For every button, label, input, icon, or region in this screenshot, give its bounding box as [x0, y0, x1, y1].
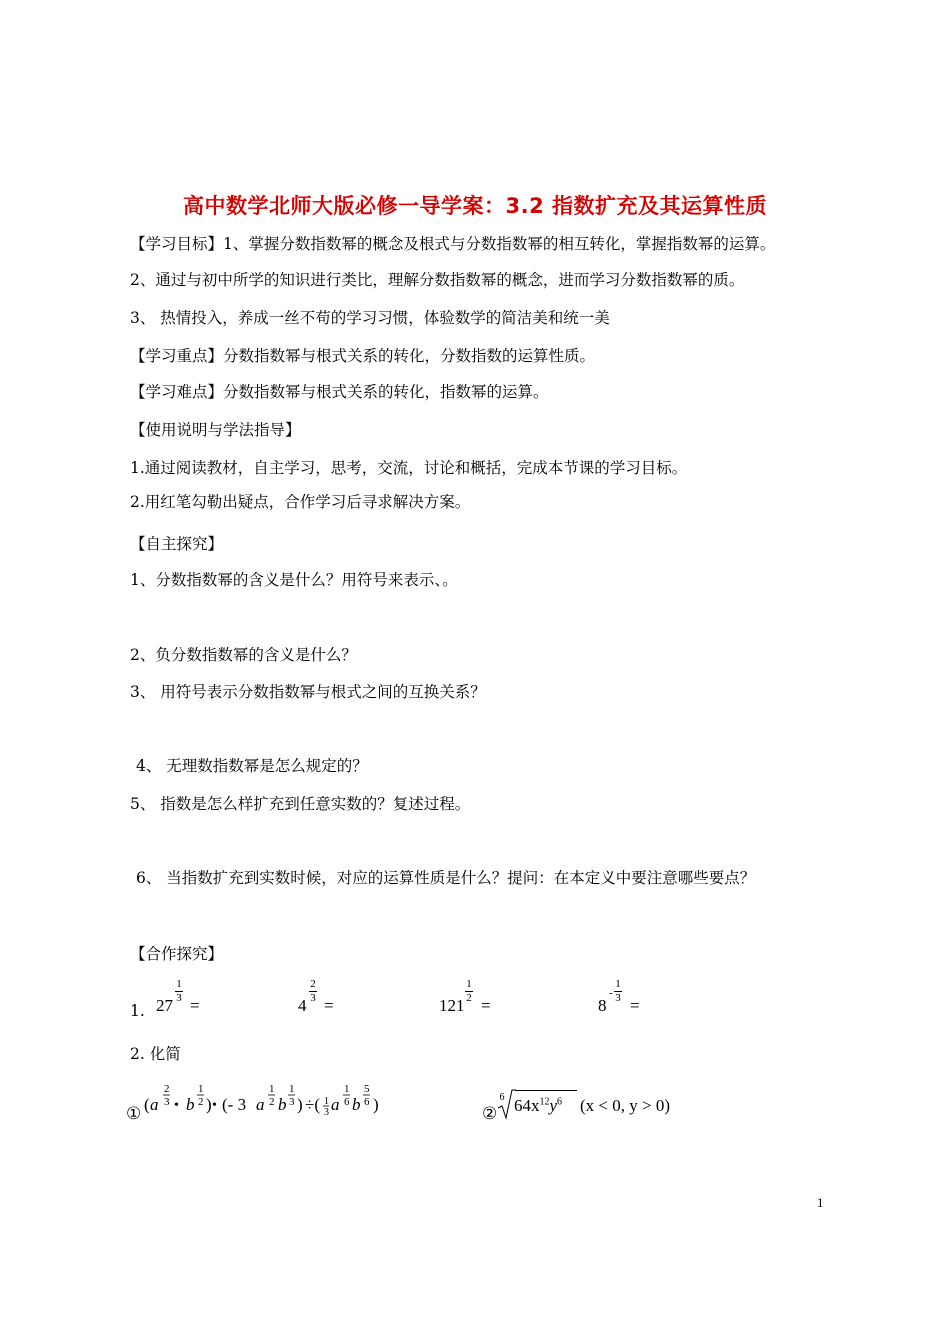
learning-key-point: 【学习重点】分数指数幂与根式关系的转化，分数指数的运算性质。 [130, 347, 596, 365]
question-2: 2、负分数指数幂的含义是什么？ [130, 646, 357, 664]
guide-heading: 【使用说明与学法指导】 [130, 421, 301, 439]
svg-text:(- 3: (- 3 [222, 1095, 247, 1114]
item-2-label: 2. 化简 [130, 1045, 181, 1063]
svg-text:a: a [150, 1095, 159, 1114]
svg-text:•: • [212, 1098, 217, 1113]
question-4: 4、 无理数指数幂是怎么规定的？ [136, 757, 368, 775]
svg-text:): ) [373, 1095, 379, 1114]
svg-text:6: 6 [364, 1096, 370, 1108]
question-3: 3、 用符号表示分数指数幂与根式之间的互换关系？ [130, 683, 486, 701]
svg-text:): ) [297, 1095, 303, 1114]
svg-text:3: 3 [164, 1096, 170, 1108]
circled-two: ② [482, 1104, 498, 1123]
svg-text:(: ( [144, 1095, 150, 1114]
question-6: 6、 当指数扩充到实数时候，对应的运算性质是什么？提问：在本定义中要注意哪些要点？ [136, 869, 756, 887]
svg-text:2: 2 [198, 1096, 204, 1108]
svg-text:5: 5 [364, 1083, 370, 1095]
svg-text:3: 3 [289, 1096, 295, 1108]
self-explore-heading: 【自主探究】 [130, 535, 224, 553]
document-page: 高中数学北师大版必修一导学案：3.2 指数扩充及其运算性质 【学习目标】1、掌握分数指数幂的概念及根式与分数指数幂的相互转化，掌握指数幂的运算。 2、通过与初中所学的知识进行类比，理解分数指数幂的概念，进而学习分数指数幂的质。 3、 热情投入，养成一丝不苟的学习习惯，体验数学的简洁美和统一美 【学习重点】分数指数幂与根式关系的转化，分数指数的运算性质。 【学习难点】分数指数幂与根式关系的转化，指数幂的运算。 【使用说明与学法指导】 1.通过阅读教材，自主学习，思考，交流，讨论和概括，完成本节课的学习目标。 2.用红笔勾勒出疑点，合作学习后寻求解决方案。 【自主探究】 1、分数指数幂的含义是什么？用符号来表示、。 2、负分数指数幂的含义是什么？ 3、 用符号表示分数指数幂与根式之间的互换关系？ 4、 无理数指数幂是怎么规定的？ 5、 指数是怎么样扩充到任意实数的？复述过程。 6、 当指数扩充到实数时候，对应的运算性质是什么？提问：在本定义中要注意哪些要点？ 【合作探究】 1. 27 1 3 = 4 2 3 = 121 1 2 = 8 - 1 3 = 2. 化简 ① ( a 2 3 • b 1 2 ) • (- 3 a 1 2 b 1 3 ) ÷( 1 3 a 1 6 b 5 6 ) ② 6 $64x^{12}y^6$ (x < 0, y > 0) 1 [0, 0, 950, 1344]
svg-text:1: 1 [289, 1083, 295, 1095]
learning-goal-1: 【学习目标】1、掌握分数指数幂的概念及根式与分数指数幂的相互转化，掌握指数幂的运算。 [130, 235, 776, 253]
svg-text:b: b [278, 1095, 287, 1114]
svg-text:6: 6 [344, 1096, 350, 1108]
simplify-expression-1 [140, 1078, 400, 1124]
svg-text:1: 1 [324, 1096, 329, 1107]
svg-text:b: b [186, 1095, 195, 1114]
svg-text:÷(: ÷( [305, 1095, 320, 1114]
page-title: 高中数学北师大版必修一导学案：3.2 指数扩充及其运算性质 [182, 194, 767, 218]
svg-text:1: 1 [269, 1083, 275, 1095]
learning-difficulty: 【学习难点】分数指数幂与根式关系的转化，指数幂的运算。 [130, 383, 549, 401]
svg-text:): ) [206, 1095, 212, 1114]
svg-text:•: • [174, 1098, 179, 1113]
circled-one: ① [126, 1104, 142, 1123]
svg-text:1: 1 [198, 1083, 204, 1095]
learning-goal-2: 2、通过与初中所学的知识进行类比，理解分数指数幂的概念，进而学习分数指数幂的质。 [130, 271, 745, 289]
guide-item-1: 1.通过阅读教材，自主学习，思考，交流，讨论和概括，完成本节课的学习目标。 [130, 459, 688, 477]
item-1-label: 1. [130, 1002, 145, 1020]
svg-text:2: 2 [164, 1083, 170, 1095]
question-5: 5、 指数是怎么样扩充到任意实数的？复述过程。 [130, 795, 471, 813]
svg-text:2: 2 [269, 1096, 275, 1108]
svg-text:a: a [256, 1095, 265, 1114]
page-number: 1 [817, 1195, 824, 1210]
svg-text:3: 3 [324, 1107, 329, 1118]
svg-text:a: a [331, 1095, 340, 1114]
svg-text:b: b [352, 1095, 361, 1114]
cooperative-explore-heading: 【合作探究】 [130, 945, 224, 963]
guide-item-2: 2.用红笔勾勒出疑点，合作学习后寻求解决方案。 [130, 493, 471, 511]
question-1: 1、分数指数幂的含义是什么？用符号来表示、。 [130, 571, 458, 589]
learning-goal-3: 3、 热情投入，养成一丝不苟的学习习惯，体验数学的简洁美和统一美 [130, 309, 610, 327]
svg-text:1: 1 [344, 1083, 350, 1095]
